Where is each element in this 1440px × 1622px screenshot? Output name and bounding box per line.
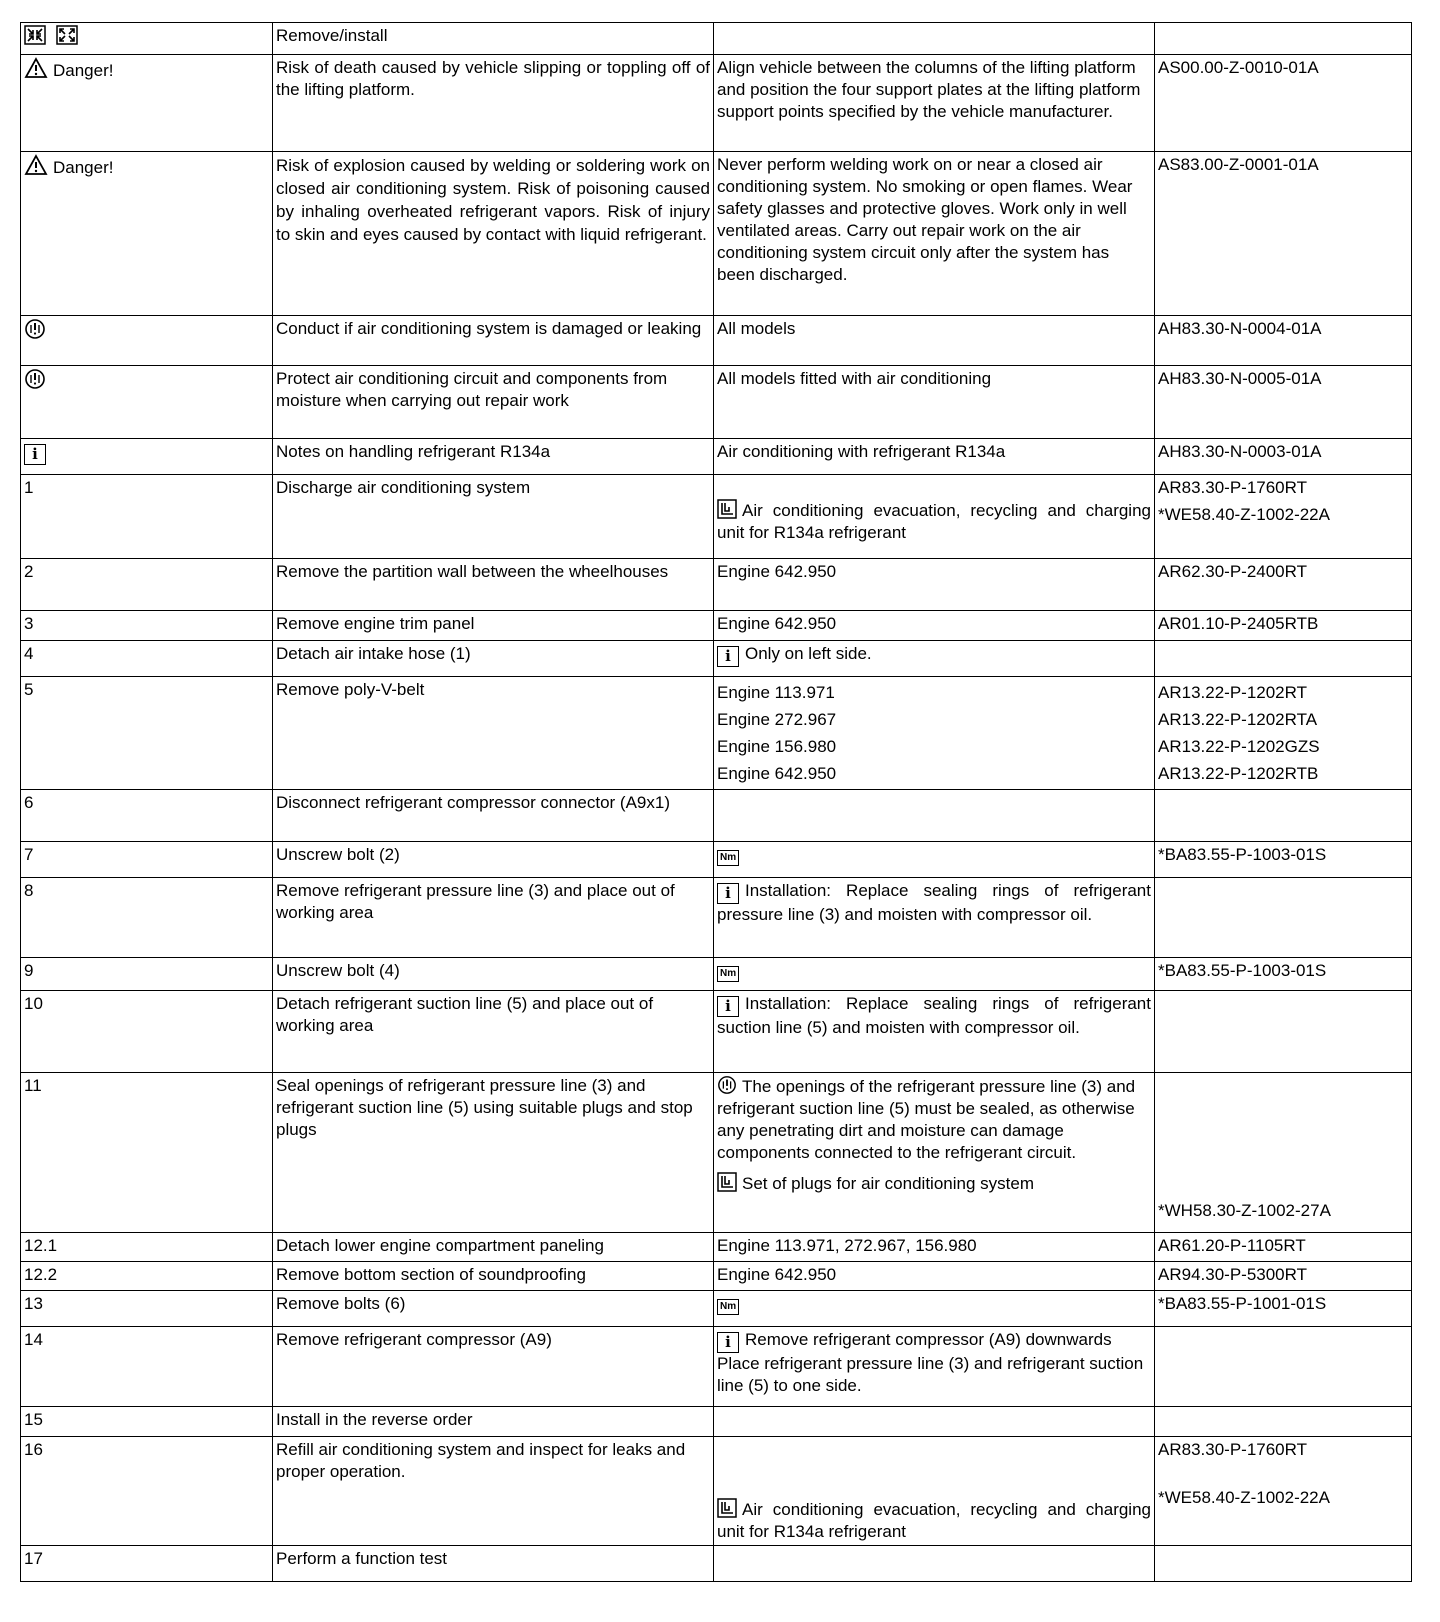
note-text: Engine 642.950 xyxy=(714,559,1155,611)
action-text: Risk of explosion caused by welding or soldering work on closed air conditioning system. Risk of poisoning caused by inhaling overheated refrigerant vapors. Risk of injury to skin and eyes caused by contact with liquid refrigerant. xyxy=(273,152,714,316)
reference-link[interactable]: AR13.22-P-1202RT xyxy=(1158,683,1307,702)
reference-link[interactable]: AR62.30-P-2400RT xyxy=(1155,559,1412,611)
info-icon: i xyxy=(717,883,739,904)
action-text: Refill air conditioning system and inspect for leaks and proper operation. xyxy=(273,1437,714,1546)
reference-link[interactable]: AR01.10-P-2405RTB xyxy=(1155,611,1412,641)
note-text: Air conditioning with refrigerant R134a xyxy=(714,439,1155,475)
step-number: 7 xyxy=(21,842,273,878)
table-row xyxy=(21,1407,1412,1437)
procedure-title: Remove/install xyxy=(273,23,714,55)
table-row xyxy=(21,1291,1412,1327)
action-text: Discharge air conditioning system xyxy=(273,475,714,559)
table-row xyxy=(21,55,1412,152)
table-row xyxy=(21,1233,1412,1262)
step-number: 4 xyxy=(21,641,273,677)
reference-link[interactable]: AR13.22-P-1202RTB xyxy=(1158,764,1319,783)
table-row xyxy=(21,991,1412,1073)
note-text: Air conditioning evacuation, recycling and charging unit for R134a refrigerant xyxy=(717,1500,1151,1541)
environment-caution-icon xyxy=(24,318,46,340)
step-number: 15 xyxy=(21,1407,273,1437)
engine-variant: Engine 642.950 xyxy=(717,764,837,783)
action-text: Remove engine trim panel xyxy=(273,611,714,641)
step-number: 16 xyxy=(21,1437,273,1546)
remove-install-icons xyxy=(21,23,273,55)
action-text: Remove refrigerant compressor (A9) xyxy=(273,1327,714,1407)
action-text: Seal openings of refrigerant pressure line (3) and refrigerant suction line (5) using suitable plugs and stop plugs xyxy=(273,1073,714,1233)
note-text: Installation: Replace sealing rings of refrigerant suction line (5) and moisten with compressor oil. xyxy=(717,994,1151,1037)
action-text: Detach lower engine compartment paneling xyxy=(273,1233,714,1262)
step-number: 14 xyxy=(21,1327,273,1407)
torque-icon: Nm xyxy=(717,850,739,866)
warning-triangle-icon xyxy=(24,57,48,79)
table-row xyxy=(21,316,1412,366)
step-number: 17 xyxy=(21,1546,273,1582)
environment-caution-icon xyxy=(717,1075,737,1095)
reference-link[interactable]: *BA83.55-P-1003-01S xyxy=(1155,842,1412,878)
reference-link[interactable]: AH83.30-N-0004-01A xyxy=(1155,316,1412,366)
remove-icon xyxy=(24,25,46,45)
engine-variant: Engine 113.971 xyxy=(717,683,835,702)
action-text: Disconnect refrigerant compressor connector (A9x1) xyxy=(273,790,714,842)
note-text: Engine 642.950 xyxy=(714,1262,1155,1291)
step-number: 2 xyxy=(21,559,273,611)
tool-note-text: Set of plugs for air conditioning system xyxy=(742,1174,1034,1193)
reference-link[interactable]: AS83.00-Z-0001-01A xyxy=(1155,152,1412,316)
table-row xyxy=(21,1327,1412,1407)
note-text: Installation: Replace sealing rings of refrigerant pressure line (3) and moisten with compressor oil. xyxy=(717,881,1151,924)
reference-link[interactable]: *BA83.55-P-1001-01S xyxy=(1155,1291,1412,1327)
table-row xyxy=(21,1073,1412,1233)
reference-link[interactable]: AR83.30-P-1760RT xyxy=(1158,1440,1307,1459)
table-row xyxy=(21,611,1412,641)
table-row xyxy=(21,790,1412,842)
table-row xyxy=(21,1437,1412,1546)
step-number: 12.2 xyxy=(21,1262,273,1291)
action-text: Detach refrigerant suction line (5) and place out of working area xyxy=(273,991,714,1073)
note-text: Engine 642.950 xyxy=(714,611,1155,641)
danger-label: Danger! xyxy=(53,158,114,177)
table-row xyxy=(21,677,1412,790)
note-text: Align vehicle between the columns of the lifting platform and position the four support plates at the lifting platform support points specified by the vehicle manufacturer. xyxy=(714,55,1155,152)
tool-reference-link[interactable]: *WH58.30-Z-1002-27A xyxy=(1158,1201,1331,1220)
danger-label: Danger! xyxy=(53,61,114,80)
action-text: Remove refrigerant pressure line (3) and place out of working area xyxy=(273,878,714,958)
table-row xyxy=(21,366,1412,439)
table-row xyxy=(21,559,1412,611)
table-row xyxy=(21,958,1412,991)
info-icon: i xyxy=(717,996,739,1017)
reference-link[interactable]: AH83.30-N-0003-01A xyxy=(1155,439,1412,475)
environment-caution-icon xyxy=(24,368,46,390)
install-icon xyxy=(56,25,78,45)
procedure-table xyxy=(20,22,1412,1582)
table-row xyxy=(21,1546,1412,1582)
engine-variant: Engine 272.967 xyxy=(717,710,837,729)
reference-link[interactable]: AS00.00-Z-0010-01A xyxy=(1155,55,1412,152)
action-text: Unscrew bolt (4) xyxy=(273,958,714,991)
step-number: 5 xyxy=(21,677,273,790)
info-icon: i xyxy=(717,646,739,667)
danger-cell xyxy=(21,55,273,152)
step-number: 8 xyxy=(21,878,273,958)
special-tool-icon xyxy=(717,1172,737,1192)
action-text: Notes on handling refrigerant R134a xyxy=(273,439,714,475)
reference-link[interactable]: AR13.22-P-1202GZS xyxy=(1158,737,1320,756)
step-number: 11 xyxy=(21,1073,273,1233)
table-row xyxy=(21,878,1412,958)
torque-icon: Nm xyxy=(717,1299,739,1315)
reference-link[interactable]: AR94.30-P-5300RT xyxy=(1155,1262,1412,1291)
tool-reference-link[interactable]: *WE58.40-Z-1002-22A xyxy=(1158,505,1330,524)
danger-cell xyxy=(21,152,273,316)
table-row xyxy=(21,152,1412,316)
reference-link[interactable]: AR13.22-P-1202RTA xyxy=(1158,710,1318,729)
table-row xyxy=(21,1262,1412,1291)
note-text: All models fitted with air conditioning xyxy=(714,366,1155,439)
warning-triangle-icon xyxy=(24,154,48,176)
torque-icon: Nm xyxy=(717,966,739,982)
action-text: Remove poly-V-belt xyxy=(273,677,714,790)
reference-link[interactable]: AH83.30-N-0005-01A xyxy=(1155,366,1412,439)
note-text: Air conditioning evacuation, recycling and charging unit for R134a refrigerant xyxy=(717,501,1151,542)
action-text: Remove bolts (6) xyxy=(273,1291,714,1327)
action-text: Remove the partition wall between the wheelhouses xyxy=(273,559,714,611)
action-text: Risk of death caused by vehicle slipping or toppling off of the lifting platform. xyxy=(273,55,714,152)
reference-link[interactable]: AR83.30-P-1760RT xyxy=(1158,478,1307,497)
action-text: Detach air intake hose (1) xyxy=(273,641,714,677)
action-text: Protect air conditioning circuit and components from moisture when carrying out repair work xyxy=(273,366,714,439)
action-text: Unscrew bolt (2) xyxy=(273,842,714,878)
special-tool-icon xyxy=(717,1498,737,1518)
note-text: The openings of the refrigerant pressure line (3) and refrigerant suction line (5) must be sealed, as otherwise any penetrating dirt and moisture can damage components connected to the refrigerant circuit. xyxy=(717,1077,1136,1162)
reference-link[interactable]: AR61.20-P-1105RT xyxy=(1155,1233,1412,1262)
tool-reference-link[interactable]: *WE58.40-Z-1002-22A xyxy=(1158,1488,1330,1507)
note-text: Engine 113.971, 272.967, 156.980 xyxy=(714,1233,1155,1262)
note-text: All models xyxy=(714,316,1155,366)
table-row xyxy=(21,475,1412,559)
action-text: Perform a function test xyxy=(273,1546,714,1582)
step-number: 12.1 xyxy=(21,1233,273,1262)
info-icon: i xyxy=(717,1332,739,1353)
step-number: 6 xyxy=(21,790,273,842)
action-text: Remove bottom section of soundproofing xyxy=(273,1262,714,1291)
procedure-document xyxy=(20,22,1411,1582)
table-row xyxy=(21,641,1412,677)
action-text: Install in the reverse order xyxy=(273,1407,714,1437)
note-text: Only on left side. xyxy=(745,644,872,663)
step-number: 1 xyxy=(21,475,273,559)
step-number: 13 xyxy=(21,1291,273,1327)
note-text: Remove refrigerant compressor (A9) downwards Place refrigerant pressure line (3) and refrigerant suction line (5) to one side. xyxy=(717,1330,1144,1395)
table-row xyxy=(21,23,1412,55)
step-number: 10 xyxy=(21,991,273,1073)
table-row xyxy=(21,842,1412,878)
step-number: 3 xyxy=(21,611,273,641)
reference-link[interactable]: *BA83.55-P-1003-01S xyxy=(1155,958,1412,991)
step-number: 9 xyxy=(21,958,273,991)
action-text: Conduct if air conditioning system is damaged or leaking xyxy=(273,316,714,366)
engine-variant: Engine 156.980 xyxy=(717,737,837,756)
info-icon: i xyxy=(24,444,46,465)
table-row xyxy=(21,439,1412,475)
note-text: Never perform welding work on or near a closed air conditioning system. No smoking or open flames. Wear safety glasses and protective gloves. Work only in well ventilated areas. Carry out repair work on the air conditioning system circuit only after the system has been discharged. xyxy=(714,152,1155,316)
special-tool-icon xyxy=(717,499,737,519)
